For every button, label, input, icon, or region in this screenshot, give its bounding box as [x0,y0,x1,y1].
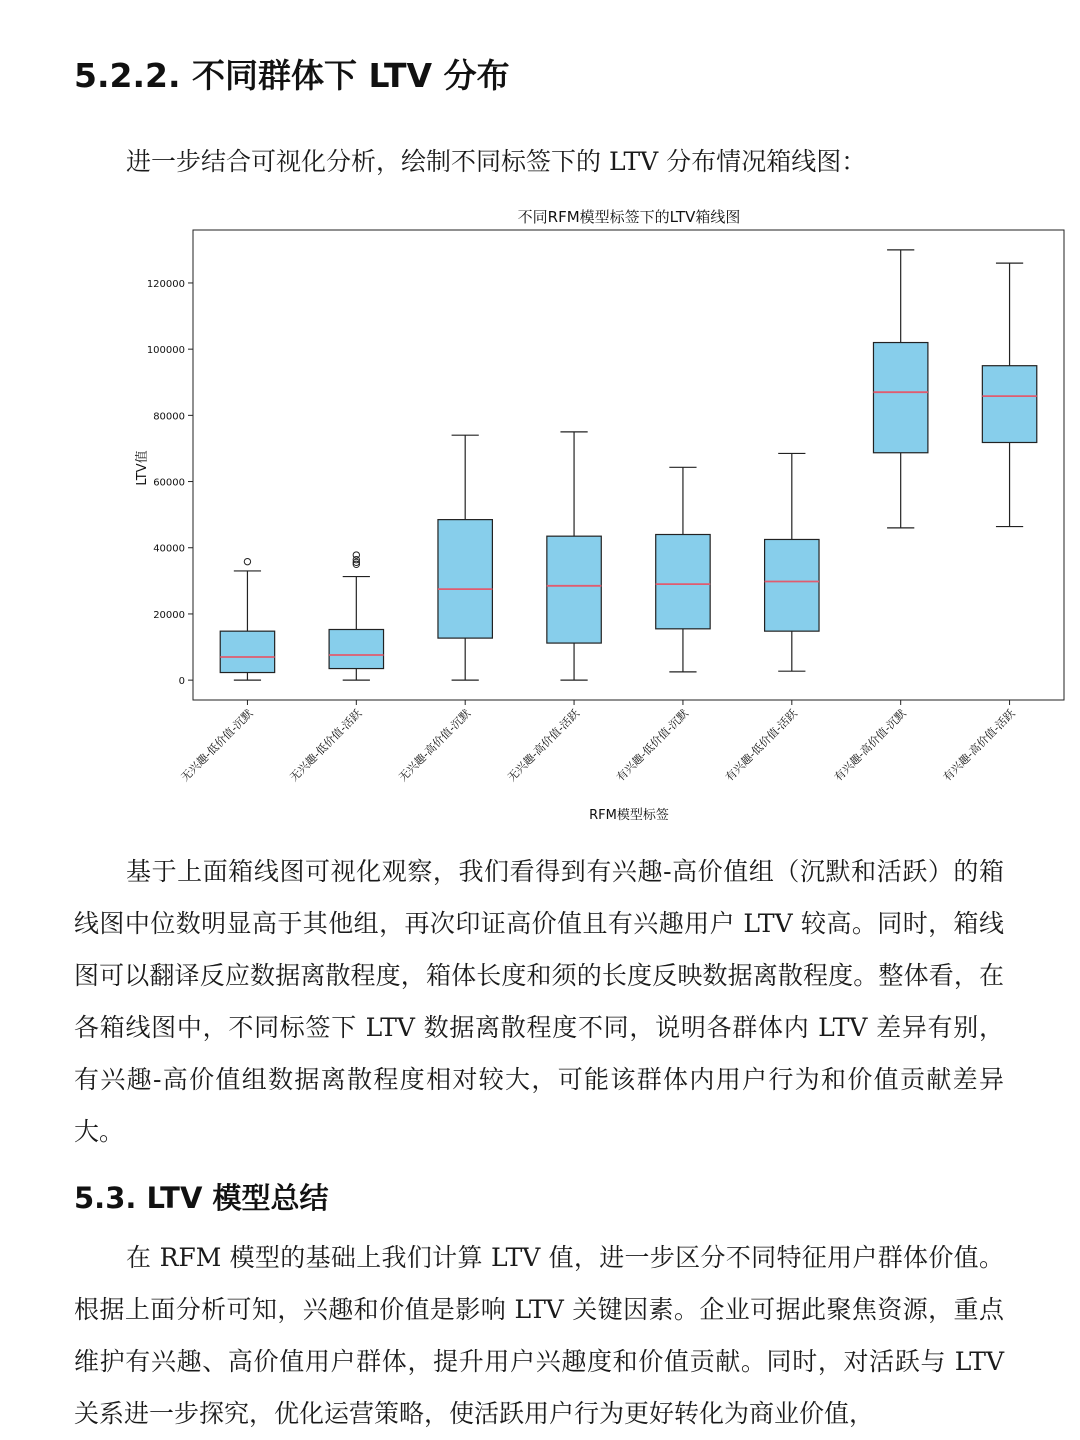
x-tick-label: 有兴趣-低价值-沉默 [614,706,692,784]
x-tick-label: 有兴趣-低价值-活跃 [722,706,800,784]
analysis-paragraph: 基于上面箱线图可视化观察，我们看得到有兴趣-高价值组（沉默和活跃）的箱线图中位数明显高于其他组，再次印证高价值且有兴趣用户 LTV 较高。同时，箱线图可以翻译反应数据离散程度，箱体长度和须的长度反映数据离散程度。整体看，在各箱线图中，不同标签下 LTV 数据离散程度不同，说明各群体内 LTV 差异有别，有兴趣-高价值组数据离散程度相对较大，可能该群体内用户行为和价值贡献差异大。 [74,857,1004,1146]
box-4 [547,432,601,680]
x-axis-label: RFM模型标签 [589,808,669,823]
box-1 [220,558,274,680]
iqr-box [873,343,927,453]
box-3 [438,435,492,680]
iqr-box [438,520,492,638]
iqr-box [220,631,274,672]
y-tick-label: 80000 [153,411,185,423]
box-5 [656,467,710,672]
x-tick-label: 无兴趣-高价值-沉默 [396,706,474,784]
intro-paragraph: 进一步结合可视化分析，绘制不同标签下的 LTV 分布情况箱线图： [126,147,867,176]
plot-frame [193,230,1064,700]
x-tick-label: 有兴趣-高价值-沉默 [831,706,909,784]
outlier-point [353,552,359,558]
section-heading-5-3: 5.3. LTV 模型总结 [74,1181,329,1215]
iqr-box [656,535,710,629]
y-tick-label: 60000 [153,477,185,489]
y-tick-label: 120000 [146,278,185,290]
chart-title: 不同RFM模型标签下的LTV箱线图 [517,208,741,226]
iqr-box [329,630,383,669]
y-axis-label: LTV值 [135,450,150,486]
box-7 [873,250,927,528]
x-tick-label: 无兴趣-低价值-沉默 [178,706,256,784]
box-series [220,250,1037,680]
x-tick-label: 无兴趣-高价值-活跃 [505,706,583,784]
x-tick-label: 有兴趣-高价值-活跃 [940,706,1018,784]
x-tick-label: 无兴趣-低价值-活跃 [287,706,365,784]
section-heading-5-2-2: 5.2.2. 不同群体下 LTV 分布 [74,56,510,95]
iqr-box [547,536,601,643]
ltv-boxplot-chart [0,195,1080,830]
y-tick-label: 20000 [153,609,185,621]
y-tick-label: 100000 [146,345,185,357]
y-tick-label: 0 [178,676,185,688]
box-6 [765,453,819,671]
outlier-point [244,558,250,564]
y-tick-label: 40000 [153,543,185,555]
iqr-box [982,366,1036,443]
box-2 [329,552,383,680]
x-axis [178,700,1018,784]
y-axis [147,279,193,687]
iqr-box [765,539,819,631]
summary-paragraph: 在 RFM 模型的基础上我们计算 LTV 值，进一步区分不同特征用户群体价值。根据上面分析可知，兴趣和价值是影响 LTV 关键因素。企业可据此聚焦资源，重点维护有兴趣、高价值用户群体，提升用户兴趣度和价值贡献。同时，对活跃与 LTV 关系进一步探究，优化运营策略，使活跃用户行为更好转化为商业价值， [74,1243,1004,1428]
box-8 [982,263,1036,526]
